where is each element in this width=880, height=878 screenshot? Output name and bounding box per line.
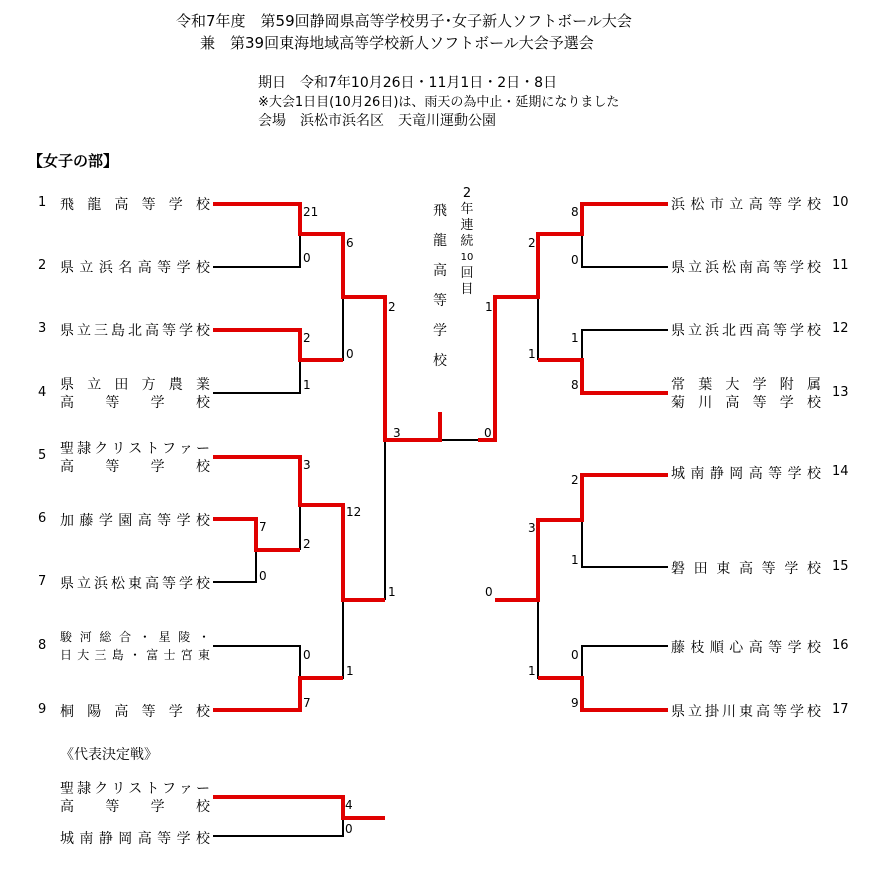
line-team-7 (213, 550, 256, 582)
team-name-8-line-2: 日大三島・富士宮東 (60, 648, 210, 662)
seed-12: 12 (832, 321, 849, 336)
line-team-2 (213, 234, 300, 267)
team-name-12: 県立浜北西高等学校 (671, 323, 821, 339)
score-left-r1-6: 7 (259, 520, 267, 534)
score-right-r1-16: 0 (571, 648, 579, 662)
team-name-4-line-2: 高等学校 (60, 395, 210, 411)
seed-13: 13 (832, 385, 849, 400)
team-name-13-line-1: 常葉大学附属 (671, 377, 821, 393)
win-path-team-10 (478, 204, 668, 440)
score-right-sf-a: 1 (485, 300, 493, 314)
score-left-r2-c: 3 (303, 458, 311, 472)
score-right-r1-11: 0 (571, 253, 579, 267)
seed-7: 7 (38, 574, 47, 589)
win-path-team-3 (213, 330, 343, 360)
streak-char: 続 (460, 234, 474, 249)
win-path-team-6 (213, 519, 300, 550)
seed-1: 1 (38, 195, 47, 210)
team-name-15: 磐田東高等学校 (671, 561, 821, 577)
score-left-r1-8: 0 (303, 648, 311, 662)
title-line-2: 兼 第39回東海地域高等学校新人ソフトボール大会予選会 (200, 34, 594, 52)
line-team-16 (582, 646, 668, 710)
champion-char: 校 (433, 353, 447, 369)
score-left-r1-4: 1 (303, 378, 311, 392)
streak-char: 連 (460, 218, 474, 233)
rep-score-2: 0 (345, 822, 353, 836)
seed-5: 5 (38, 448, 47, 463)
seed-17: 17 (832, 702, 849, 717)
score-right-r2-c: 3 (528, 521, 536, 535)
score-left-final: 3 (393, 426, 401, 440)
streak-char: 回 (460, 266, 474, 281)
team-name-16: 藤枝順心高等学校 (671, 640, 821, 656)
line-team-8 (213, 646, 300, 678)
streak-char: 年 (460, 202, 474, 217)
streak-count: 10 (460, 252, 474, 263)
team-name-7: 県立浜松東高等学校 (60, 576, 210, 592)
seed-14: 14 (832, 464, 849, 479)
line-rep-team-2 (213, 818, 343, 836)
team-name-5-line-1: 聖隷クリストファー (60, 441, 210, 457)
score-right-r1-12: 1 (571, 331, 579, 345)
score-right-r1-14: 2 (571, 473, 579, 487)
champion-name (430, 196, 450, 376)
streak-char: 目 (460, 282, 474, 297)
title-line-1: 令和7年度 第59回静岡県高等学校男子･女子新人ソフトボール大会 (176, 12, 632, 30)
seed-8: 8 (38, 638, 47, 653)
score-right-r1-13: 8 (571, 378, 579, 392)
note-line: ※大会1日目(10月26日)は、雨天の為中止・延期になりました (258, 95, 620, 110)
line-r2-b (300, 297, 343, 360)
date-line: 期日 令和7年10月26日・11月1日・2日・8日 (258, 75, 558, 91)
seed-10: 10 (832, 195, 849, 210)
score-right-r2-a: 2 (528, 236, 536, 250)
seed-9: 9 (38, 702, 47, 717)
score-left-r2-d: 2 (303, 537, 311, 551)
seed-16: 16 (832, 638, 849, 653)
score-right-final: 0 (484, 426, 492, 440)
seed-4: 4 (38, 385, 47, 400)
score-right-r1-17: 9 (571, 696, 579, 710)
rep-team-1-line-1: 聖隷クリストファー (60, 781, 210, 797)
score-left-r2-b: 0 (346, 347, 354, 361)
team-name-9: 桐陽高等学校 (60, 704, 210, 720)
champion-char: 等 (433, 293, 447, 309)
champion-streak (458, 186, 476, 298)
win-path-rep (213, 797, 385, 818)
section-title: 【女子の部】 (28, 152, 119, 170)
champion-char: 学 (433, 323, 447, 339)
win-path-hiryu (213, 204, 440, 440)
team-name-14: 城南静岡高等学校 (671, 466, 821, 482)
seed-11: 11 (832, 258, 849, 273)
team-name-1: 飛龍高等学校 (60, 197, 210, 213)
rep-score-1: 4 (345, 798, 353, 812)
win-path-team-13 (538, 360, 668, 393)
score-left-qf-a: 12 (346, 505, 362, 519)
rep-team-1-line-2: 高等学校 (60, 799, 210, 815)
team-name-11: 県立浜松南高等学校 (671, 260, 821, 276)
team-name-10: 浜松市立高等学校 (671, 197, 821, 213)
score-right-r2-b: 1 (528, 347, 536, 361)
line-qf-b (300, 600, 343, 678)
score-left-r1-3: 2 (303, 331, 311, 345)
seed-6: 6 (38, 511, 47, 526)
score-left-r1-2: 0 (303, 251, 311, 265)
score-left-sf-b: 1 (346, 664, 354, 678)
venue-line: 会場 浜松市浜名区 天竜川運動公園 (258, 113, 496, 129)
win-path-team-17 (538, 678, 668, 710)
line-team-15 (582, 475, 668, 567)
champion-char: 飛 (433, 203, 447, 219)
score-right-r1-15: 1 (571, 553, 579, 567)
seed-15: 15 (832, 559, 849, 574)
champion-char: 龍 (433, 233, 447, 249)
champion-char: 高 (433, 263, 447, 279)
team-name-13-line-2: 菊川高等学校 (671, 395, 821, 411)
rep-team-2: 城南静岡高等学校 (60, 831, 210, 847)
score-right-r2-d: 1 (528, 664, 536, 678)
seed-2: 2 (38, 258, 47, 273)
team-name-5-line-2: 高等学校 (60, 459, 210, 475)
team-name-8-line-1: 駿河総合・星陵・ (60, 630, 210, 644)
score-left-r1-1: 21 (303, 205, 319, 219)
win-path-team-9 (213, 678, 343, 710)
line-r2-d-right (538, 600, 582, 678)
streak-number: 2 (462, 186, 472, 201)
team-name-4-line-1: 県立田方農業 (60, 377, 210, 393)
score-right-r1-10: 8 (571, 205, 579, 219)
team-name-2: 県立浜名高等学校 (60, 260, 210, 276)
seed-3: 3 (38, 321, 47, 336)
score-left-sf-a: 2 (388, 300, 396, 314)
score-left-r1-7: 0 (259, 569, 267, 583)
score-left-qf-b: 1 (388, 585, 396, 599)
team-name-17: 県立掛川東高等学校 (671, 704, 821, 720)
line-team-12 (582, 330, 668, 360)
line-team-4 (213, 360, 300, 393)
score-left-r1-9: 7 (303, 696, 311, 710)
score-left-r2-a: 6 (346, 236, 354, 250)
team-name-3: 県立三島北高等学校 (60, 323, 210, 339)
team-name-6: 加藤学園高等学校 (60, 513, 210, 529)
line-team-11 (582, 204, 668, 267)
rep-title: 《代表決定戦》 (60, 747, 158, 763)
score-right-sf-b: 0 (485, 585, 493, 599)
